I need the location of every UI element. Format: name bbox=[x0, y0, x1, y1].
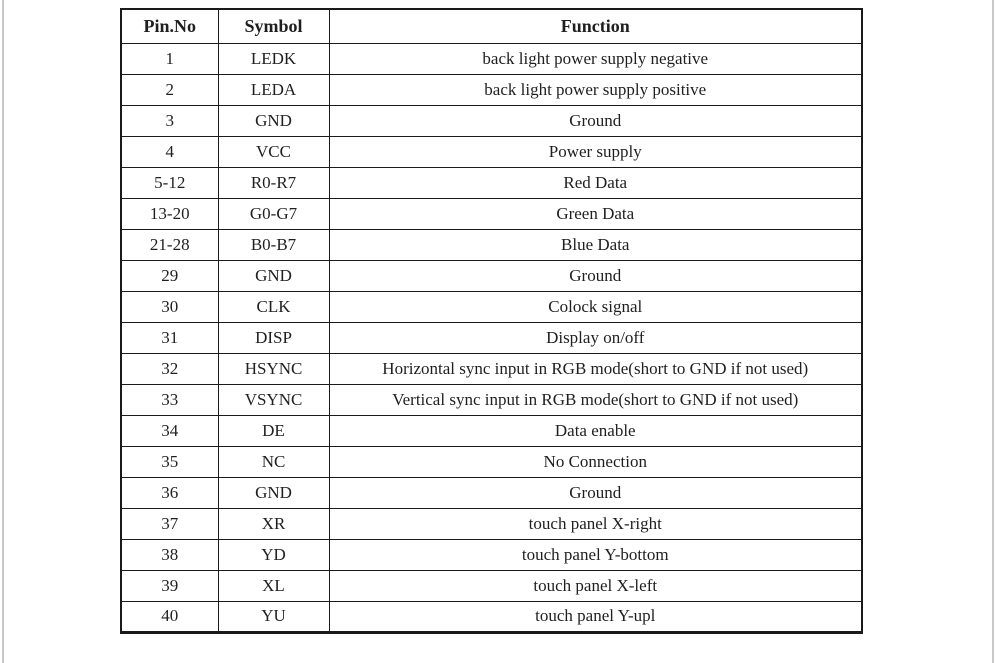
function-cell: touch panel Y-bottom bbox=[329, 539, 862, 570]
table-row bbox=[121, 508, 862, 539]
function-cell: Ground bbox=[329, 260, 862, 291]
table-row bbox=[121, 291, 862, 322]
table-header-row bbox=[121, 9, 862, 43]
pin-no-cell: 40 bbox=[121, 601, 218, 632]
table-row bbox=[121, 198, 862, 229]
table-row bbox=[121, 415, 862, 446]
pin-no-cell: 30 bbox=[121, 291, 218, 322]
pin-no-cell: 38 bbox=[121, 539, 218, 570]
table-row bbox=[121, 260, 862, 291]
pin-no-cell: 1 bbox=[121, 43, 218, 74]
pin-no-cell: 39 bbox=[121, 570, 218, 601]
table-row bbox=[121, 570, 862, 601]
symbol-cell: DISP bbox=[218, 322, 329, 353]
function-cell: Power supply bbox=[329, 136, 862, 167]
symbol-cell: NC bbox=[218, 446, 329, 477]
pin-no-cell: 5-12 bbox=[121, 167, 218, 198]
symbol-cell: VCC bbox=[218, 136, 329, 167]
table-row bbox=[121, 601, 862, 632]
symbol-cell: B0-B7 bbox=[218, 229, 329, 260]
symbol-cell: DE bbox=[218, 415, 329, 446]
function-cell: touch panel Y-upl bbox=[329, 601, 862, 632]
symbol-cell: YU bbox=[218, 601, 329, 632]
table-row bbox=[121, 229, 862, 260]
pin-no-cell: 34 bbox=[121, 415, 218, 446]
symbol-cell: R0-R7 bbox=[218, 167, 329, 198]
table-row bbox=[121, 353, 862, 384]
function-cell: Blue Data bbox=[329, 229, 862, 260]
symbol-cell: XR bbox=[218, 508, 329, 539]
pin-no-cell: 3 bbox=[121, 105, 218, 136]
pin-no-cell: 13-20 bbox=[121, 198, 218, 229]
pin-no-cell: 35 bbox=[121, 446, 218, 477]
function-cell: Green Data bbox=[329, 198, 862, 229]
function-cell: Ground bbox=[329, 105, 862, 136]
pin-no-cell: 31 bbox=[121, 322, 218, 353]
pin-no-cell: 36 bbox=[121, 477, 218, 508]
symbol-cell: LEDA bbox=[218, 74, 329, 105]
pin-no-cell: 4 bbox=[121, 136, 218, 167]
function-cell: Display on/off bbox=[329, 322, 862, 353]
table-row bbox=[121, 446, 862, 477]
table-row bbox=[121, 43, 862, 74]
pin-definition-table bbox=[120, 8, 863, 634]
table-row bbox=[121, 105, 862, 136]
function-cell: Horizontal sync input in RGB mode(short to GND if not used) bbox=[329, 353, 862, 384]
function-cell: Red Data bbox=[329, 167, 862, 198]
pin-no-cell: 29 bbox=[121, 260, 218, 291]
function-cell: Colock signal bbox=[329, 291, 862, 322]
symbol-cell: LEDK bbox=[218, 43, 329, 74]
pin-no-cell: 21-28 bbox=[121, 229, 218, 260]
function-cell: Ground bbox=[329, 477, 862, 508]
table-row bbox=[121, 384, 862, 415]
page-right-edge-line bbox=[992, 0, 994, 663]
table-body bbox=[121, 43, 862, 632]
symbol-cell: GND bbox=[218, 105, 329, 136]
pin-no-cell: 37 bbox=[121, 508, 218, 539]
table-row bbox=[121, 136, 862, 167]
table-row bbox=[121, 74, 862, 105]
function-cell: touch panel X-right bbox=[329, 508, 862, 539]
table-row bbox=[121, 539, 862, 570]
header-pin-no: Pin.No bbox=[121, 9, 218, 43]
header-function: Function bbox=[329, 9, 862, 43]
pin-no-cell: 33 bbox=[121, 384, 218, 415]
header-symbol: Symbol bbox=[218, 9, 329, 43]
symbol-cell: CLK bbox=[218, 291, 329, 322]
page-left-edge-line bbox=[2, 0, 4, 663]
table-row bbox=[121, 167, 862, 198]
symbol-cell: VSYNC bbox=[218, 384, 329, 415]
symbol-cell: XL bbox=[218, 570, 329, 601]
pin-no-cell: 2 bbox=[121, 74, 218, 105]
function-cell: back light power supply negative bbox=[329, 43, 862, 74]
function-cell: Data enable bbox=[329, 415, 862, 446]
function-cell: Vertical sync input in RGB mode(short to GND if not used) bbox=[329, 384, 862, 415]
symbol-cell: GND bbox=[218, 477, 329, 508]
table-row bbox=[121, 322, 862, 353]
symbol-cell: YD bbox=[218, 539, 329, 570]
symbol-cell: GND bbox=[218, 260, 329, 291]
symbol-cell: G0-G7 bbox=[218, 198, 329, 229]
pin-no-cell: 32 bbox=[121, 353, 218, 384]
table-row bbox=[121, 477, 862, 508]
function-cell: touch panel X-left bbox=[329, 570, 862, 601]
function-cell: back light power supply positive bbox=[329, 74, 862, 105]
symbol-cell: HSYNC bbox=[218, 353, 329, 384]
function-cell: No Connection bbox=[329, 446, 862, 477]
